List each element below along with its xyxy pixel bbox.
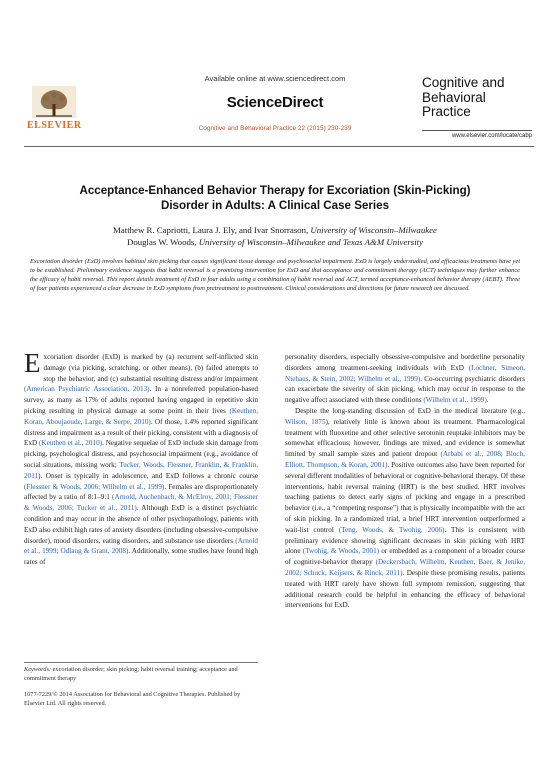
citation-link[interactable]: Tucker, Woods, Flessner, Franklin, & Franklin, 2011 [24, 460, 259, 480]
drop-cap: E [24, 348, 41, 378]
author-line-2 [40, 236, 510, 248]
intro-paragraph: Excoriation disorder (ExD) is marked by (a) recurrent self-inflicted skin damage (via picking, scratching, or other means), (b) failed attempts to stop the behavior, and (c) substantial resulting distress and/or impairment (American Psychiatric Association, 2013). In a nonreferred population-based survey, as many as 17% of adults reported having engaged in repetitive skin picking resulting in physical damage at some point in their lives (Keuthen, Koran, Aboujaoude, Large, & Serpe, 2010). Of those, 1.4% reported significant distress and impairment as a result of their picking, consistent with a diagnosis of ExD (Keuthen et al., 2010). Negative sequelae of ExD include skin damage from picking, psychological distress, and psychosocial impairment (e.g., avoidance of social situations, missing work; Tucker, Woods, Flessner, Franklin, & Franklin, 2011). Onset is typically in adolescence, and ExD follows a chronic course (Flessner & Woods, 2006; Wilhelm et al., 1999). Females are disproportionately affected by a ratio of 8:1–9:1 (Arnold, Auchenbach, & McElroy, 2001; Flessner & Woods, 2006; Tucker et al., 2011). Although ExD is a distinct psychiatric condition and may occur in the absence of other psychopathology, patients with ExD also exhibit high rates of anxiety disorders (including obsessive-compulsive disorder), mood disorders, eating disorders, and substance use disorders (Arnold et al., 1999; Odlaug & Grant, 2008). Additionally, some studies have found high rates of [24, 348, 259, 567]
abstract: Excoriation disorder (ExD) involves habitual skin picking that causes significant tissue damage and psychosocial impairment. ExD is largely understudied, and efficacious treatments have yet to be established. Preliminary evidence suggests that habit reversal is a promising intervention for ExD and that acceptance and commitment therapy (ACT) techniques may further enhance the efficacy of habit reversal. This report details treatment of ExD in four adults using a combination of habit reversal and ACT, termed acceptance-enhanced behavior therapy (AEBT). Three of four patients experienced a clear decrease in ExD symptoms from pretreatment to posttreatment. Clinical considerations and directions for future research are discussed. [30, 258, 520, 292]
journal-title-line-3: Practice [422, 104, 471, 119]
header-divider [24, 146, 534, 147]
keywords-label: Keywords: [24, 666, 52, 673]
citation-link[interactable]: (Arnold et al., 1999; Odlaug & Grant, 2008) [24, 536, 258, 556]
journal-title-line-2: Behavioral [422, 89, 486, 105]
citation-link[interactable]: (Twohig, & Woods, 2001) [302, 547, 380, 556]
citation-link[interactable]: (Lochner, Simeon, Niehaus, & Stein, 2002; Wilhelm et al., 1999) [285, 363, 526, 383]
citation-link[interactable]: (Arnold, Auchenbach, & McElroy, 2001; Flessner & Woods, 2006; Tucker et al., 2011) [24, 493, 258, 513]
keywords-list: excoriation disorder; skin picking; habit reversal training; acceptance and commitment therapy [24, 666, 238, 682]
footnote-divider [24, 662, 258, 663]
citation-link[interactable]: (Flessner & Woods, 2006; Wilhelm et al., 1999) [24, 482, 165, 491]
available-online-text: Available online at www.sciencedirect.com [204, 74, 346, 83]
treatment-paragraph: Despite the long-standing discussion of ExD in the medical literature (e.g., Wilson, 1875), relatively little is known about its treatment. Pharmacological treatment with fluoxetine and other selective serotonin reuptake inhibitors may be somewhat efficacious; however, findings are mixed, and evidence is somewhat limited by small sample sizes and patient dropout (Arbabi et al., 2008; Bloch, Elliott, Thompson, & Koran, 2001). Positive outcomes also have been reported for several different modalities of behavioral or cognitive-behavioral therapy. Of these interventions, habit reversal training (HRT) is the best studied. HRT involves teaching patients to detect early signs of picking and engage in a prescribed behavior (i.e., a “competing response”) that is physically incompatible with the act of skin picking. In a randomized trial, a brief HRT intervention outperformed a wait-list control (Teng, Woods, & Twohig, 2006). This is consistent with preliminary evidence showing significant decreases in skin picking with HRT alone (Twohig, & Woods, 2001) or embedded as a component of a broader course of cognitive-behavior therapy (Deckersbach, Wilhelm, Keuthen, Baer, & Jenike, 2002; Schuck, Keijsers, & Rinck, 2011). Despite these promising results, patients treated with HRT rarely have shown full symptom remission, suggesting that additional research could be helpful in enhancing the efficacy of behavioral interventions for ExD. [285, 406, 526, 610]
elsevier-wordmark: ELSEVIER [27, 120, 82, 131]
comorbidity-paragraph: personality disorders, especially obsessive-compulsive and borderline personality disorders among treatment-seeking individuals with ExD (Lochner, Simeon, Niehaus, & Stein, 2002; Wilhelm et al., 1999). Co-occurring psychiatric disorders can exacerbate the severity of skin picking, which may occur in response to the negative affect associated with these conditions (Wilhelm et al., 1999). [285, 353, 526, 405]
journal-title-divider [422, 130, 532, 131]
journal-citation[interactable]: Cognitive and Behavioral Practice 22 (2015) 230-239 [198, 125, 352, 132]
sciencedirect-wordmark: ScienceDirect [226, 94, 324, 111]
citation-link[interactable]: (Teng, Woods, & Twohig, 2006) [338, 525, 445, 534]
copyright-notice: 1077-7229/© 2014 Association for Behavioral and Cognitive Therapies. Published by Elsevier Ltd. All rights reserved. [24, 691, 241, 707]
author-block [40, 224, 510, 248]
affiliation-2: University of Wisconsin–Milwaukee and Texas A&M University [198, 237, 423, 247]
body-column-left [24, 348, 259, 568]
citation-link[interactable]: (American Psychiatric Association, 2013) [24, 385, 150, 394]
article-title-line-1: Acceptance-Enhanced Behavior Therapy for Excoriation (Skin-Picking) [79, 184, 471, 197]
body-column-right [285, 352, 525, 611]
journal-title-line-1: Cognitive and [422, 75, 505, 90]
citation-link[interactable]: (Keuthen, Koran, Aboujaoude, Large, & Serpe, 2010) [24, 406, 258, 426]
article-title-line-2: Disorder in Adults: A Clinical Case Series [160, 199, 390, 212]
citation-link[interactable]: (Keuthen et al., 2010) [39, 439, 103, 448]
citation-link[interactable]: (Wilhelm et al., 1999) [423, 396, 487, 405]
author-names-2: Douglas W. Woods, [126, 237, 197, 247]
journal-title-block [422, 76, 532, 120]
author-line-1 [40, 224, 510, 236]
citation-link[interactable]: Wilson, 1875 [285, 417, 326, 426]
citation-link[interactable]: (Deckersbach, Wilhelm, Keuthen, Baer, & Jenike, 2002; Schuck, Keijsers, & Rinck, 2011) [285, 558, 525, 577]
journal-url[interactable]: www.elsevier.com/locate/cabp [451, 133, 532, 139]
author-names-1: Matthew R. Capriotti, Laura J. Ely, and Ivar Snorrason, [113, 225, 309, 235]
keywords [24, 665, 258, 683]
affiliation-1: University of Wisconsin–Milwaukee [310, 225, 437, 235]
citation-link[interactable]: (Arbabi et al., 2008; Bloch, Elliott, Thompson, & Koran, 2001) [285, 450, 525, 469]
article-title [40, 183, 510, 213]
